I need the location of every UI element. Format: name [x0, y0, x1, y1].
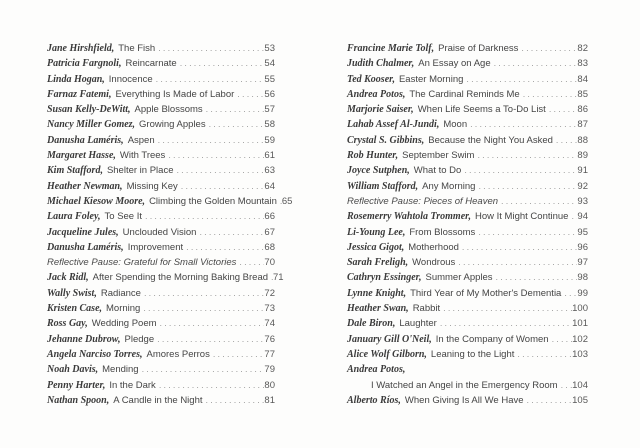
toc-entry-title: Apple Blossoms — [134, 104, 203, 116]
toc-entry-author: Rosemerry Wahtola Trommer, — [347, 211, 471, 223]
toc-entry — [347, 286, 588, 301]
toc-entry-title: Aspen — [127, 134, 155, 146]
toc-entry-title: Pledge — [124, 333, 155, 345]
toc-entry-title: How It Might Continue — [475, 211, 569, 223]
toc-entry-author: Nathan Spoon, — [47, 394, 110, 406]
toc-entry-title: Because the Night You Asked — [428, 134, 553, 146]
toc-entry-title: Moon — [443, 119, 468, 131]
toc-entry-title: Rabbit — [412, 303, 441, 315]
dot-leader — [475, 225, 577, 240]
toc-entry-author: Alberto Ríos, — [347, 394, 401, 406]
toc-entry — [47, 301, 275, 316]
toc-entry — [347, 362, 588, 377]
toc-entry — [47, 117, 275, 132]
dot-leader — [165, 148, 264, 163]
toc-entry-page: 68 — [264, 241, 275, 253]
toc-entry-author: Ross Gay, — [47, 318, 88, 330]
toc-entry — [47, 41, 275, 56]
dot-leader — [173, 163, 264, 178]
dot-leader — [234, 87, 264, 102]
toc-entry-author: Sarah Freligh, — [347, 257, 409, 269]
toc-entry — [47, 56, 275, 71]
toc-entry-page: 77 — [264, 348, 275, 360]
toc-entry-title: The Fish — [118, 43, 156, 54]
dot-leader — [141, 286, 264, 301]
toc-entry — [347, 209, 588, 224]
dot-leader — [568, 209, 577, 224]
toc-entry-title: A Candle in the Night — [113, 394, 203, 406]
toc-entry — [47, 225, 275, 240]
toc-entry-title: When Life Seems a To-Do List — [417, 104, 546, 116]
toc-entry-author: Francine Marie Tolf, — [347, 43, 435, 54]
toc-entry-title: To See It — [104, 211, 143, 223]
toc-entry — [347, 332, 588, 347]
toc-entry-author: Michael Kiesow Moore, — [47, 195, 146, 207]
toc-entry-title: Climbing the Golden Mountain — [149, 195, 277, 207]
toc-entry — [47, 194, 293, 209]
dot-leader — [461, 163, 577, 178]
dot-leader — [498, 194, 577, 209]
toc-entry — [47, 316, 275, 331]
toc-entry-page: 61 — [264, 150, 275, 162]
toc-entry — [47, 270, 284, 285]
toc-entry-author: Noah Davis, — [47, 364, 99, 376]
dot-leader — [549, 332, 573, 347]
toc-entry-page: 85 — [577, 88, 588, 100]
toc-entry-author: Laura Foley, — [47, 211, 101, 223]
toc-entry-author: Nancy Miller Gomez, — [47, 119, 136, 131]
dot-leader — [154, 332, 264, 347]
toc-entry-title: Motherhood — [408, 241, 459, 253]
toc-entry-page: 80 — [264, 379, 275, 391]
dot-leader — [155, 41, 264, 56]
toc-entry-author: Rob Hunter, — [347, 150, 399, 162]
toc-entry-title: Shelter in Place — [106, 165, 174, 177]
toc-entry-author: Andrea Potos, — [347, 88, 406, 100]
toc-entry-title: The Cardinal Reminds Me — [409, 88, 520, 100]
dot-leader — [210, 347, 265, 362]
dot-leader — [518, 41, 577, 56]
toc-entry-title: Unclouded Vision — [122, 226, 197, 238]
toc-entry-page: 105 — [572, 394, 588, 406]
toc-entry — [47, 102, 275, 117]
toc-entry-author: Susan Kelly-DeWitt, — [47, 104, 131, 116]
toc-entry-page: 97 — [577, 257, 588, 269]
toc-entry-title: In the Dark — [109, 379, 156, 391]
toc-entry-title: After Spending the Morning Baking Bread — [92, 272, 269, 284]
toc-entry-title: Improvement — [127, 241, 184, 253]
toc-entry — [347, 117, 588, 132]
toc-entry-page: 58 — [264, 119, 275, 131]
toc-entry-page: 94 — [577, 211, 588, 223]
toc-entry-author: Linda Hogan, — [47, 73, 105, 85]
toc-entry-author: Heather Newman, — [47, 180, 123, 192]
toc-entry-author: Wally Swist, — [47, 287, 97, 299]
dot-leader — [459, 240, 578, 255]
toc-entry-title: Wondrous — [412, 257, 456, 269]
dot-leader — [474, 148, 577, 163]
toc-entry-page: 76 — [264, 333, 275, 345]
toc-entry-author: Kristen Case, — [47, 303, 103, 315]
toc-entry — [47, 87, 275, 102]
toc-entry-title: Innocence — [108, 73, 153, 85]
toc-entry-title: Leaning to the Light — [430, 348, 515, 360]
toc-entry-title: When Giving Is All We Have — [404, 394, 524, 406]
toc-entry — [47, 393, 275, 408]
toc-entry-author: Lynne Knight, — [347, 287, 407, 299]
dot-leader — [155, 133, 265, 148]
toc-entry-author: Ted Kooser, — [347, 73, 395, 85]
dot-leader — [440, 301, 572, 316]
toc-entry-page: 57 — [264, 104, 275, 116]
toc-entry-page: 86 — [577, 104, 588, 116]
toc-entry-page: 96 — [577, 241, 588, 253]
dot-leader — [142, 209, 264, 224]
toc-entry — [47, 240, 275, 255]
dot-leader — [437, 316, 572, 331]
toc-entry-title: I Watched an Angel in the Emergency Room — [371, 379, 558, 391]
toc-entry — [347, 301, 588, 316]
toc-entry — [347, 225, 588, 240]
toc-entry — [47, 148, 275, 163]
toc-entry-page: 84 — [577, 73, 588, 85]
toc-entry — [347, 148, 588, 163]
toc-entry-page: 56 — [264, 88, 275, 100]
dot-leader — [524, 393, 573, 408]
toc-entry-page: 93 — [577, 195, 588, 207]
toc-entry-page: 67 — [264, 226, 275, 238]
toc-entry-author: Li-Young Lee, — [347, 226, 406, 238]
dot-leader — [196, 225, 264, 240]
toc-entry-page: 63 — [264, 165, 275, 177]
toc-entry-author: Jack Ridl, — [47, 272, 89, 284]
toc-column-left — [47, 41, 293, 408]
toc-entry-page: 104 — [572, 379, 588, 391]
toc-entry-continuation — [347, 378, 588, 393]
toc-entry-author: Lahab Assef Al-Jundi, — [347, 119, 440, 131]
toc-entry — [347, 270, 588, 285]
dot-leader — [140, 301, 264, 316]
toc-entry-title: Missing Key — [126, 180, 178, 192]
toc-entry-author: Kim Stafford, — [47, 165, 103, 177]
dot-leader — [514, 347, 572, 362]
toc-entry-title: Reflective Pause: Grateful for Small Victories — [47, 257, 237, 269]
toc-entry-title: Mending — [102, 364, 139, 376]
toc-entry-author: Margaret Hasse, — [47, 150, 116, 162]
toc-entry-author: Alice Wolf Gilborn, — [347, 348, 427, 360]
toc-entry — [47, 347, 275, 362]
toc-entry-author: Marjorie Saiser, — [347, 104, 414, 116]
toc-entry-title: Laughter — [399, 318, 437, 330]
toc-entry — [47, 362, 275, 377]
toc-entry-author: Jessica Gigot, — [347, 241, 405, 253]
toc-entry-page: 101 — [572, 318, 588, 330]
toc-entry-author: Penny Harter, — [47, 379, 106, 391]
toc-entry-title: Easter Morning — [398, 73, 464, 85]
toc-entry-title: Reincarnate — [125, 58, 177, 70]
toc-entry-author: Danusha Laméris, — [47, 241, 124, 253]
dot-leader — [455, 255, 577, 270]
toc-entry-author: Dale Biron, — [347, 318, 396, 330]
toc-entry — [347, 240, 588, 255]
toc-entry-author: Judith Chalmer, — [347, 58, 415, 70]
toc-entry-page: 99 — [577, 287, 588, 299]
toc-entry-page: 55 — [264, 73, 275, 85]
toc-entry — [347, 41, 588, 56]
toc-entry-title: Wedding Poem — [91, 318, 157, 330]
toc-entry-page: 65 — [281, 195, 293, 207]
toc-entry-page: 72 — [264, 287, 275, 299]
toc-entry — [347, 316, 588, 331]
toc-column-right — [347, 41, 588, 408]
dot-leader — [206, 117, 265, 132]
toc-entry-page: 88 — [577, 134, 588, 146]
toc-entry-author: William Stafford, — [347, 180, 419, 192]
toc-entry-title: September Swim — [402, 150, 475, 162]
toc-entry-page: 59 — [264, 134, 275, 146]
dot-leader — [203, 102, 265, 117]
toc-entry-page: 100 — [572, 303, 588, 315]
dot-leader — [491, 56, 578, 71]
toc-entry-title: From Blossoms — [409, 226, 476, 238]
toc-entry — [47, 209, 275, 224]
dot-leader — [520, 87, 578, 102]
toc-entry-author: Jehanne Dubrow, — [47, 333, 121, 345]
toc-entry-page: 66 — [264, 211, 275, 223]
toc-entry-title: What to Do — [413, 165, 462, 177]
toc-entry-page: 74 — [264, 318, 275, 330]
dot-leader — [546, 102, 578, 117]
toc-entry — [47, 332, 275, 347]
toc-entry-title: An Essay on Age — [418, 58, 491, 70]
toc-entry-page: 103 — [572, 348, 588, 360]
toc-entry — [347, 72, 588, 87]
toc-entry-title: Praise of Darkness — [438, 43, 519, 54]
toc-entry-page: 79 — [264, 364, 275, 376]
toc-entry-author: Patricia Fargnoli, — [47, 58, 122, 70]
toc-entry — [47, 286, 275, 301]
toc-entry-page: 71 — [273, 272, 284, 284]
toc-entry-author: Joyce Sutphen, — [347, 165, 410, 177]
toc-entry — [347, 347, 588, 362]
dot-leader — [558, 378, 573, 393]
toc-entry-page: 102 — [572, 333, 588, 345]
dot-leader — [177, 56, 265, 71]
toc-entry-title: With Trees — [119, 150, 166, 162]
toc-entry-title: Amores Perros — [146, 348, 210, 360]
toc-entry-page: 89 — [577, 150, 588, 162]
toc-entry-title: In the Company of Women — [435, 333, 549, 345]
toc-entry — [347, 102, 588, 117]
toc-entry-author: Heather Swan, — [347, 303, 409, 315]
toc-entry-title: Everything Is Made of Labor — [115, 88, 235, 100]
toc-entry — [347, 56, 588, 71]
dot-leader — [139, 362, 265, 377]
dot-leader — [183, 240, 264, 255]
toc-entry-author: January Gill O'Neil, — [347, 333, 432, 345]
dot-leader — [157, 316, 265, 331]
toc-entry-page: 91 — [577, 165, 588, 177]
toc-entry-page: 83 — [577, 58, 588, 70]
toc-entry-author: Angela Narciso Torres, — [47, 348, 143, 360]
toc-entry-title: Morning — [106, 303, 141, 315]
toc-entry-page: 98 — [577, 272, 588, 284]
dot-leader — [463, 72, 577, 87]
toc-entry-title: Summer Apples — [425, 272, 493, 284]
toc-entry-page: 73 — [264, 303, 275, 315]
toc-entry-title: Third Year of My Mother's Dementia — [410, 287, 562, 299]
dot-leader — [553, 133, 578, 148]
dot-leader — [156, 378, 265, 393]
toc-entry-page: 81 — [264, 394, 275, 406]
dot-leader — [178, 179, 265, 194]
toc-entry-page: 70 — [264, 257, 275, 269]
toc-reflective-pause-entry — [347, 194, 588, 209]
toc-entry-title: Any Morning — [422, 180, 476, 192]
toc-entry-title: Reflective Pause: Pieces of Heaven — [347, 195, 499, 207]
toc-entry-author: Jane Hirshfield, — [47, 43, 115, 54]
dot-leader — [236, 255, 264, 270]
toc-entry — [47, 179, 275, 194]
toc-entry-title: Growing Apples — [139, 119, 206, 131]
toc-entry-page: 87 — [577, 119, 588, 131]
toc-entry-author: Jacqueline Jules, — [47, 226, 119, 238]
toc-entry-author: Cathryn Essinger, — [347, 272, 422, 284]
toc-entry-page: 64 — [264, 180, 275, 192]
toc-entry-author: Farnaz Fatemi, — [47, 88, 112, 100]
toc-entry-page: 95 — [577, 226, 588, 238]
toc-entry — [347, 133, 588, 148]
toc-entry — [47, 163, 275, 178]
toc-entry — [47, 133, 275, 148]
dot-leader — [467, 117, 577, 132]
toc-entry — [47, 72, 275, 87]
toc-entry-author: Andrea Potos, — [347, 364, 406, 376]
toc-entry — [347, 163, 588, 178]
dot-leader — [561, 286, 577, 301]
toc-entry-page: 53 — [264, 43, 275, 54]
toc-entry-author: Crystal S. Gibbins, — [347, 134, 425, 146]
dot-leader — [493, 270, 578, 285]
toc-entry-author: Danusha Laméris, — [47, 134, 124, 146]
toc-entry-page: 82 — [577, 43, 588, 54]
toc-entry — [347, 255, 588, 270]
dot-leader — [475, 179, 577, 194]
toc-entry-title: Radiance — [100, 287, 141, 299]
dot-leader — [153, 72, 265, 87]
toc-entry — [347, 87, 588, 102]
toc-entry — [347, 393, 588, 408]
toc-entry-page: 54 — [264, 58, 275, 70]
toc-entry-page: 92 — [577, 180, 588, 192]
toc-entry — [47, 378, 275, 393]
toc-entry — [347, 179, 588, 194]
toc-reflective-pause-entry — [47, 255, 275, 270]
dot-leader — [203, 393, 265, 408]
